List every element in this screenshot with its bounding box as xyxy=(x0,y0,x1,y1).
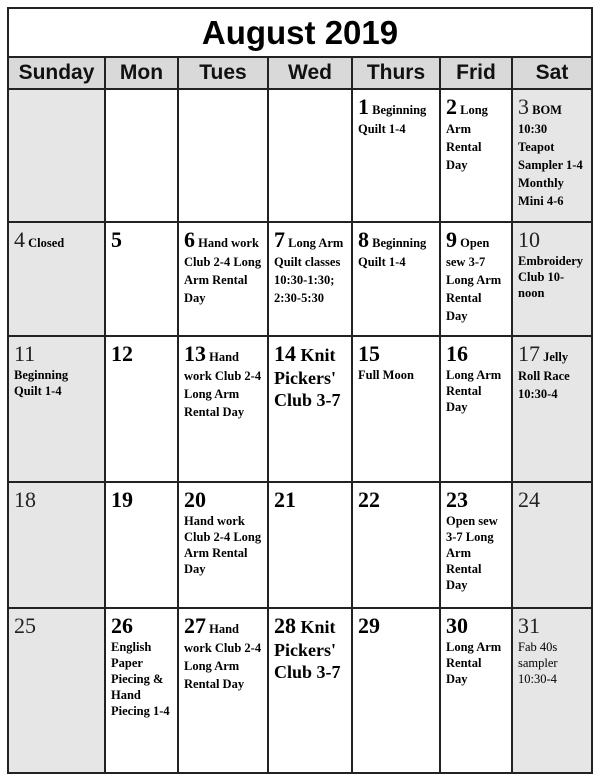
day-number: 13 xyxy=(184,341,206,366)
day-number: 2 xyxy=(446,94,457,119)
day-cell xyxy=(106,223,179,337)
day-cell xyxy=(9,609,106,772)
day-cell xyxy=(353,483,441,609)
day-cell xyxy=(269,609,353,772)
event-text: Beginning Quilt 1-4 xyxy=(358,236,427,269)
day-cell xyxy=(513,483,591,609)
day-cell xyxy=(269,223,353,337)
event-text: Hand work Club 2-4 Long Arm Rental Day xyxy=(184,622,262,691)
calendar-title: August 2019 xyxy=(9,9,591,58)
day-header-sunday: Sunday xyxy=(9,58,106,90)
day-header-thurs: Thurs xyxy=(353,58,441,90)
event-text: Knit Pickers' Club 3-7 xyxy=(274,617,341,682)
day-cell xyxy=(106,337,179,483)
day-cell xyxy=(353,609,441,772)
day-cell xyxy=(106,609,179,772)
day-number: 12 xyxy=(111,341,133,366)
event-text: Long Arm Rental Day xyxy=(446,103,488,172)
day-cell xyxy=(513,90,591,223)
day-number: 18 xyxy=(14,487,36,512)
day-cell xyxy=(441,90,513,223)
day-cell xyxy=(441,337,513,483)
day-cell xyxy=(179,90,269,223)
day-number: 30 xyxy=(446,613,468,638)
event-text: Closed xyxy=(25,236,65,250)
calendar xyxy=(7,7,593,774)
day-cell xyxy=(441,609,513,772)
day-number: 4 xyxy=(14,227,25,252)
day-cell xyxy=(179,483,269,609)
day-cell xyxy=(9,223,106,337)
day-number: 5 xyxy=(111,227,122,252)
day-header-tues: Tues xyxy=(179,58,269,90)
event-text: Fab 40s sampler 10:30-4 xyxy=(518,640,558,686)
day-number: 15 xyxy=(358,341,380,366)
day-number: 17 xyxy=(518,341,540,366)
day-cell xyxy=(269,337,353,483)
day-number: 19 xyxy=(111,487,133,512)
day-number: 28 xyxy=(274,613,296,638)
day-cell xyxy=(441,483,513,609)
day-number: 8 xyxy=(358,227,369,252)
day-header-wed: Wed xyxy=(269,58,353,90)
event-text: Open sew 3-7 Long Arm Rental Day xyxy=(446,514,498,592)
day-cell xyxy=(179,337,269,483)
day-cell xyxy=(106,483,179,609)
event-text: Jelly Roll Race 10:30-4 xyxy=(518,350,570,401)
day-cell xyxy=(513,223,591,337)
day-number: 6 xyxy=(184,227,195,252)
day-number: 21 xyxy=(274,487,296,512)
event-text: Full Moon xyxy=(358,368,414,382)
day-number: 26 xyxy=(111,613,133,638)
day-number: 9 xyxy=(446,227,457,252)
day-number: 24 xyxy=(518,487,540,512)
event-text: Hand work Club 2-4 Long Arm Rental Day xyxy=(184,236,262,305)
event-text: BOM 10:30 Teapot Sampler 1-4 Monthly Mini 4-6 xyxy=(518,103,583,208)
day-number: 10 xyxy=(518,227,540,252)
day-cell xyxy=(353,337,441,483)
day-number: 25 xyxy=(14,613,36,638)
day-cell xyxy=(9,90,106,223)
day-number: 7 xyxy=(274,227,285,252)
day-number: 1 xyxy=(358,94,369,119)
day-number: 3 xyxy=(518,94,529,119)
day-number: 23 xyxy=(446,487,468,512)
event-text: Beginning Quilt 1-4 xyxy=(358,103,427,136)
day-cell xyxy=(353,90,441,223)
day-number: 16 xyxy=(446,341,468,366)
day-number: 31 xyxy=(518,613,540,638)
day-cell xyxy=(106,90,179,223)
event-text: Embroidery Club 10-noon xyxy=(518,254,584,300)
event-text: Knit Pickers' Club 3-7 xyxy=(274,345,341,410)
day-cell xyxy=(513,337,591,483)
day-cell xyxy=(179,609,269,772)
day-header-mon: Mon xyxy=(106,58,179,90)
day-header-frid: Frid xyxy=(441,58,513,90)
day-cell xyxy=(9,337,106,483)
event-text: Beginning Quilt 1-4 xyxy=(14,368,69,398)
day-number: 29 xyxy=(358,613,380,638)
event-text: Long Arm Rental Day xyxy=(446,368,502,414)
event-text: Long Arm Quilt classes 10:30-1:30; 2:30-5:30 xyxy=(274,236,344,305)
day-cell xyxy=(179,223,269,337)
event-text: Long Arm Rental Day xyxy=(446,640,502,686)
day-number: 27 xyxy=(184,613,206,638)
day-cell xyxy=(269,483,353,609)
day-cell xyxy=(353,223,441,337)
day-number: 14 xyxy=(274,341,296,366)
day-cell xyxy=(269,90,353,223)
day-header-sat: Sat xyxy=(513,58,591,90)
event-text: Hand work Club 2-4 Long Arm Rental Day xyxy=(184,350,262,419)
day-cell xyxy=(513,609,591,772)
event-text: Open sew 3-7 Long Arm Rental Day xyxy=(446,236,502,323)
day-number: 11 xyxy=(14,341,36,366)
day-cell xyxy=(9,483,106,609)
day-number: 20 xyxy=(184,487,206,512)
event-text: English Paper Piecing & Hand Piecing 1-4 xyxy=(111,640,170,718)
day-cell xyxy=(441,223,513,337)
day-number: 22 xyxy=(358,487,380,512)
event-text: Hand work Club 2-4 Long Arm Rental Day xyxy=(184,514,262,576)
